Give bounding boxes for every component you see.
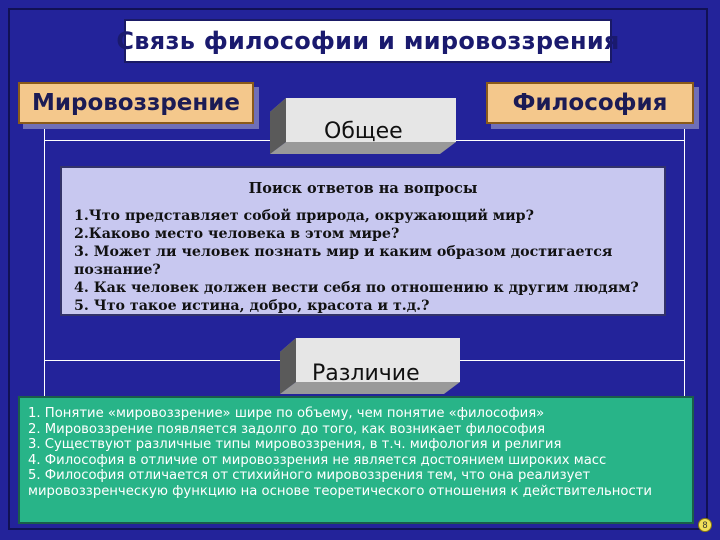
common-label-text: Общее	[324, 119, 403, 144]
question-item: 3. Может ли человек познать мир и каким образом достигается познание?	[74, 244, 613, 278]
difference-item: 2. Мировоззрение появляется задолго до того, как возникает философия	[28, 421, 546, 437]
question-item: 4. Как человек должен вести себя по отношению к другим людям?	[74, 280, 639, 296]
difference-item: 4. Философия в отличие от мировоззрения не является достоянием широких масс	[28, 452, 607, 468]
difference-item: 5. Философия отличается от стихийного мировоззрения тем, что она реализует мировоззренческую функцию на основе теоретического отношения к действительности	[28, 468, 652, 499]
common-panel-heading: Поиск ответов на вопросы	[248, 180, 478, 197]
difference-item: 3. Существуют различные типы мировоззрения, в т.ч. мифология и религия	[28, 437, 562, 452]
differences-panel	[18, 396, 694, 524]
question-item: 2.Каково место человека в этом мире?	[74, 226, 400, 242]
question-item: 5. Что такое истина, добро, красота и т.д.?	[74, 298, 430, 314]
common-questions-panel	[60, 166, 666, 316]
page-number-badge: 8	[698, 518, 712, 532]
slide-title: Связь философии и мировоззрения	[124, 19, 612, 63]
common-label	[270, 98, 456, 154]
philosophy-box: Философия	[486, 82, 694, 124]
difference-item: 1. Понятие «мировоззрение» шире по объему, чем понятие «философия»	[28, 406, 545, 421]
question-item: 1.Что представляет собой природа, окружающий мир?	[74, 208, 534, 224]
worldview-box: Мировоззрение	[18, 82, 254, 124]
difference-label	[280, 338, 460, 394]
difference-label-text: Различие	[312, 361, 420, 386]
